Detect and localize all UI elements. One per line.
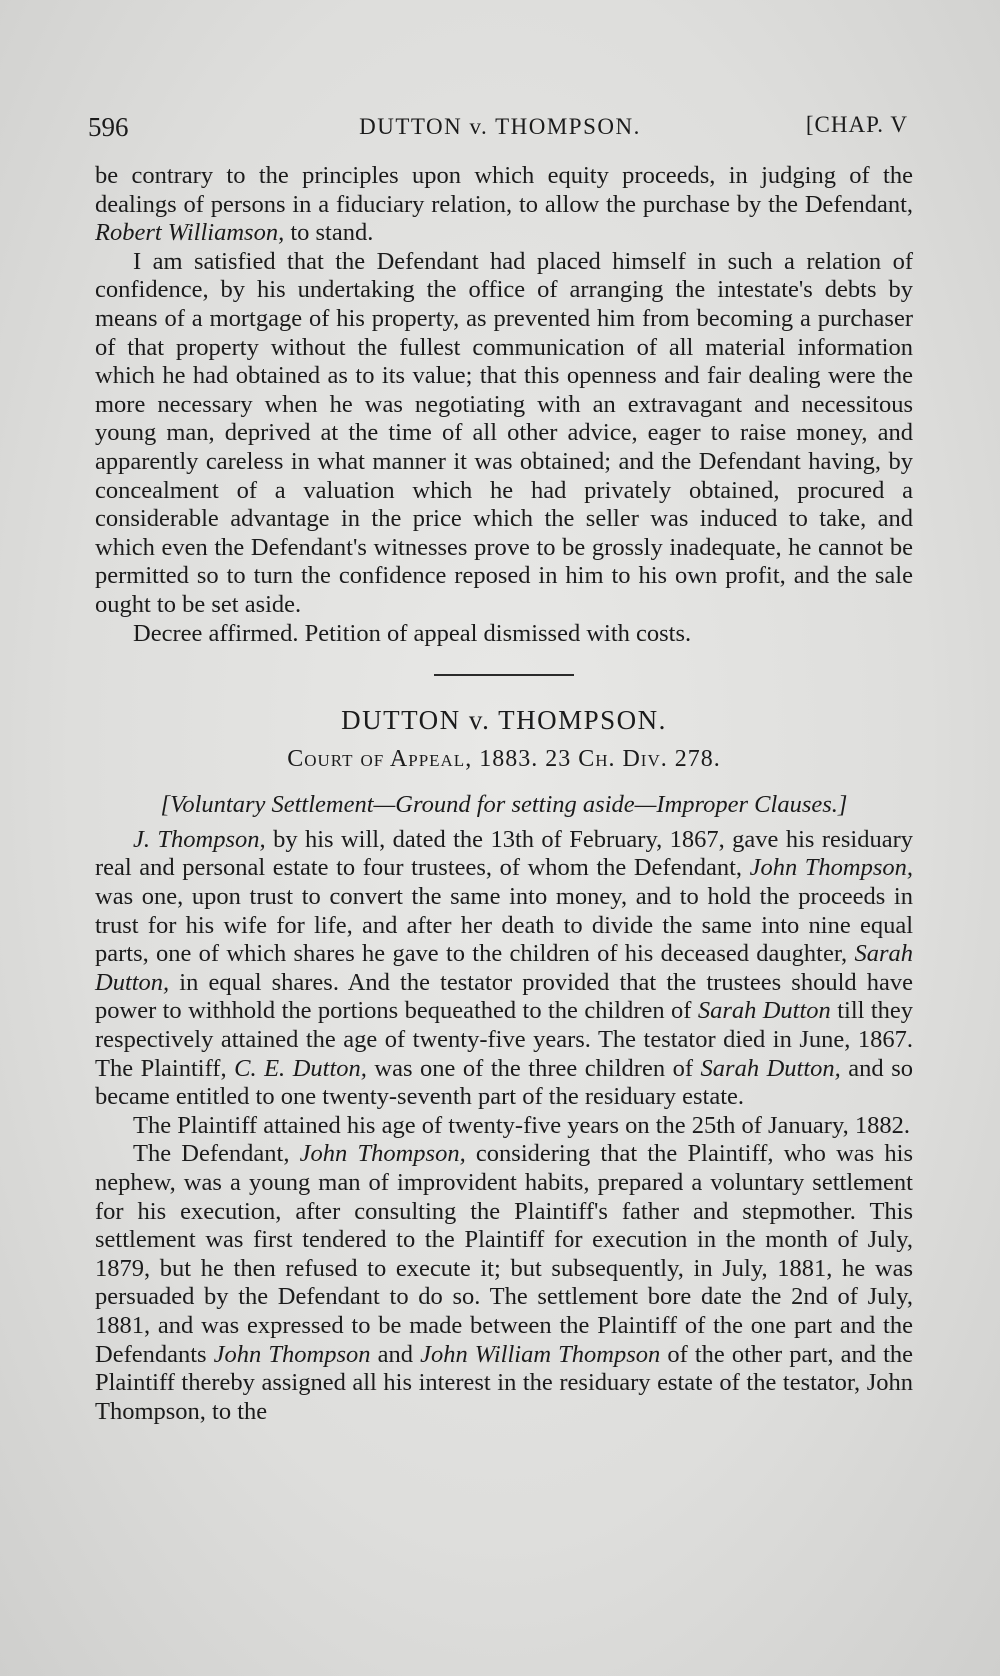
running-header	[0, 112, 1000, 152]
paragraph: J. Thompson, by his will, dated the 13th of February, 1867, gave his residuary real and personal estate to four trustees, of whom the Defendant, John Thompson, was one, upon trust to convert the same into money, and to hold the proceeds in trust for his wife for life, and after her death to divide the same into nine equal parts, one of which shares he gave to the children of his deceased daughter, Sarah Dutton, in equal shares. And the testator provided that the trustees should have power to withhold the portions bequeathed to the children of Sarah Dutton till they respectively attained the age of twenty-five years. The testator died in June, 1867. The Plaintiff, C. E. Dutton, was one of the three children of Sarah Dutton, and so became entitled to one twenty-seventh part of the residuary estate.	[95, 825, 914, 1111]
page-body	[95, 162, 913, 1426]
party-name: Robert Williamson,	[95, 219, 285, 247]
court-citation: Court of Appeal, 1883. 23 Ch. Div. 278.	[287, 745, 721, 772]
paragraph: The Defendant, John Thompson, considering that the Plaintiff, who was his nephew, was a young man of improvident habits, prepared a voluntary settlement for his execution, after consulting the Plaintiff's father and stepmother. This settlement was first tendered to the Plaintiff for execution in the month of July, 1879, but he then refused to execute it; but subsequently, in July, 1881, he was persuaded by the Defendant to do so. The settlement bore date the 2nd of July, 1881, and was expressed to be made between the Plaintiff of the one part and the Defendants John Thompson and John William Thompson of the other part, and the Plaintiff thereby assigned all his interest in the residuary estate of the testator, John Thompson, to the	[95, 1140, 914, 1425]
decree-paragraph: Decree affirmed. Petition of appeal dismissed with costs.	[133, 619, 692, 647]
paragraph: The Plaintiff attained his age of twenty-five years on the 25th of January, 1882.	[133, 1111, 910, 1139]
paragraph: be contrary to the principles upon which equity proceeds, in judging of the dealings of persons in a fiduciary relation, to allow the purchase by the Defendant, Robert Williamson, to stand.	[95, 162, 913, 247]
section-divider	[434, 674, 574, 676]
headnote: [Voluntary Settlement—Ground for setting aside—Improper Clauses.]	[160, 791, 848, 819]
case-title: DUTTON v. THOMPSON.	[341, 705, 667, 736]
page-number: 596	[88, 112, 129, 142]
running-title: DUTTON v. THOMPSON.	[359, 114, 641, 139]
paragraph: I am satisfied that the Defendant had placed himself in such a relation of confidence, by his undertaking the office of arranging the intestate's debts by means of a mortgage of his property, as prevented him from becoming a purchaser of that property without the fullest communication of all material information which he had obtained as to its value; that this openness and fair dealing were the more necessary when he was negotiating with an extravagant and necessitous young man, deprived at the time of all other advice, eager to raise money, and apparently careless in what manner it was obtained; and the Defendant having, by concealment of a valuation which he had privately obtained, procured a considerable advantage in the price which the seller was induced to take, and which even the Defendant's witnesses prove to be grossly inadequate, he cannot be permitted so to turn the confidence reposed in him to his own profit, and the sale ought to be set aside.	[95, 247, 913, 618]
chapter-label: [CHAP. V	[805, 112, 908, 137]
